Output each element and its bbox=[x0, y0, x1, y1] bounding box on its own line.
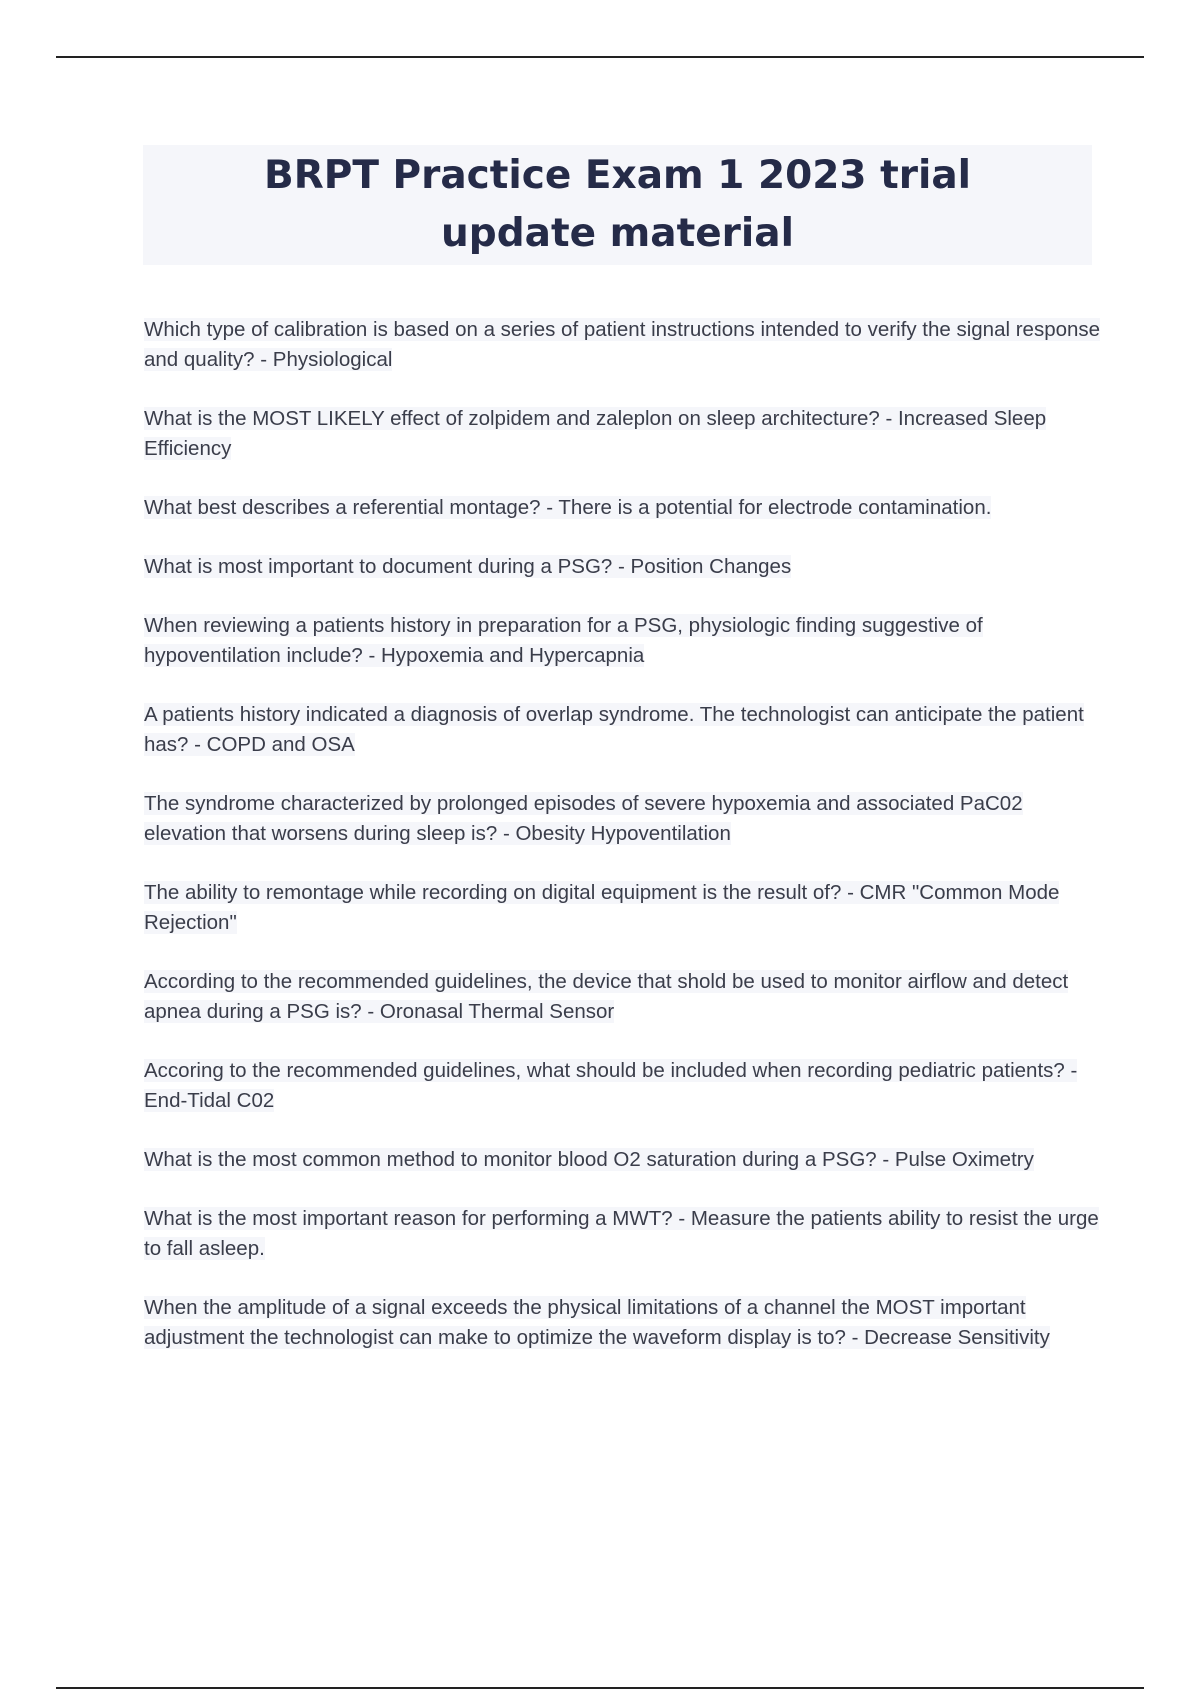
question-answer-text: What is the most important reason for performing a MWT? - Measure the patients ability to resist the urge to fall asleep. bbox=[144, 1207, 1099, 1260]
question-answer-text: Which type of calibration is based on a series of patient instructions intended to verify the signal response and quality? - Physiological bbox=[144, 318, 1101, 371]
bottom-rule bbox=[56, 1687, 1144, 1689]
list-item bbox=[144, 1056, 1104, 1116]
question-answer-text: When the amplitude of a signal exceeds the physical limitations of a channel the MOST important adjustment the technologist can make to optimize the waveform display is to? - Decrease Sensitivity bbox=[144, 1296, 1050, 1349]
list-item bbox=[144, 404, 1104, 464]
list-item bbox=[144, 552, 1104, 582]
page-title: BRPT Practice Exam 1 2023 trial update material bbox=[263, 153, 972, 256]
list-item bbox=[144, 493, 1104, 523]
question-answer-text: What best describes a referential montage? - There is a potential for electrode contamination. bbox=[144, 496, 992, 519]
list-item bbox=[144, 1293, 1104, 1353]
list-item bbox=[144, 700, 1104, 760]
question-answer-text: What is the most common method to monitor blood O2 saturation during a PSG? - Pulse Oximetry bbox=[144, 1148, 1034, 1171]
list-item bbox=[144, 878, 1104, 938]
question-answer-text: What is most important to document during a PSG? - Position Changes bbox=[144, 555, 792, 578]
question-answer-text: The ability to remontage while recording on digital equipment is the result of? - CMR "Common Mode Rejection" bbox=[144, 881, 1060, 934]
question-answer-text: Accoring to the recommended guidelines, what should be included when recording pediatric patients? - End-Tidal C02 bbox=[144, 1059, 1078, 1112]
title-banner bbox=[143, 145, 1092, 265]
question-list bbox=[144, 315, 1104, 1382]
question-answer-text: A patients history indicated a diagnosis of overlap syndrome. The technologist can anticipate the patient has? - COPD and OSA bbox=[144, 703, 1084, 756]
question-answer-text: When reviewing a patients history in preparation for a PSG, physiologic finding suggestive of hypoventilation include? - Hypoxemia and Hypercapnia bbox=[144, 614, 983, 667]
list-item bbox=[144, 789, 1104, 849]
question-answer-text: The syndrome characterized by prolonged episodes of severe hypoxemia and associated PaC02 elevation that worsens during sleep is? - Obesity Hypoventilation bbox=[144, 792, 1023, 845]
question-answer-text: According to the recommended guidelines, the device that shold be used to monitor airflow and detect apnea during a PSG is? - Oronasal Thermal Sensor bbox=[144, 970, 1069, 1023]
list-item bbox=[144, 611, 1104, 671]
top-rule bbox=[56, 56, 1144, 58]
list-item bbox=[144, 967, 1104, 1027]
question-answer-text: What is the MOST LIKELY effect of zolpidem and zaleplon on sleep architecture? - Increased Sleep Efficiency bbox=[144, 407, 1047, 460]
list-item bbox=[144, 1204, 1104, 1264]
list-item bbox=[144, 1145, 1104, 1175]
list-item bbox=[144, 315, 1104, 375]
